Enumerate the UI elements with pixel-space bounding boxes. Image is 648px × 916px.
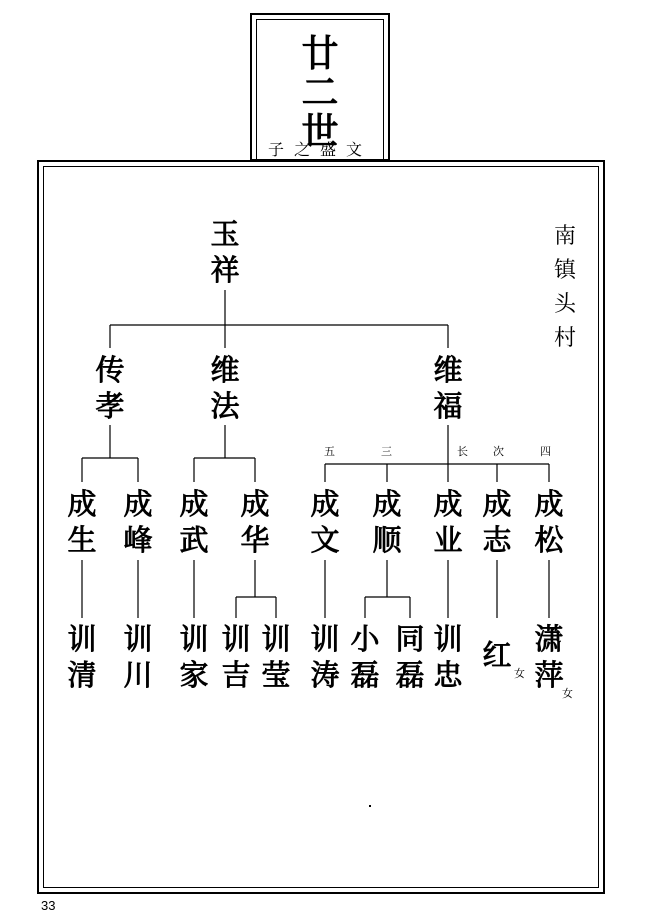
page-number: 33 [41, 898, 56, 913]
stray-dot [369, 805, 371, 807]
birth-order-label: 次 [493, 445, 504, 458]
female-mark: 女 [514, 667, 525, 680]
subtitle-text: 子之盛文 [267, 140, 372, 159]
great-grandson-name: 训 涛 [310, 622, 340, 692]
birth-order-label: 五 [324, 445, 335, 458]
great-grandson-name: 训 莹 [261, 622, 291, 692]
great-grandson-name: 训 忠 [433, 622, 463, 692]
birth-order-label: 四 [540, 445, 551, 458]
generation-title: 廿 二 世 [301, 31, 339, 153]
son-name: 维 福 [433, 353, 463, 423]
grandson-name: 成 顺 [372, 487, 402, 557]
grandson-name: 成 武 [179, 487, 209, 557]
grandson-name: 成 松 [534, 487, 564, 557]
village-name: 南 镇 头 村 [553, 224, 576, 351]
great-grandson-name: 小 磊 [350, 622, 380, 692]
son-name: 传 孝 [95, 353, 125, 423]
root-ancestor-name: 玉 祥 [210, 217, 240, 287]
birth-order-label: 三 [381, 445, 392, 458]
great-grandson-name: 训 川 [123, 622, 153, 692]
grandson-name: 成 文 [310, 487, 340, 557]
great-grandson-name: 训 家 [179, 622, 209, 692]
birth-order-label: 长 [457, 445, 468, 458]
great-grandson-name: 潇 萍 [534, 622, 564, 692]
grandson-name: 成 生 [67, 487, 97, 557]
son-name: 维 法 [210, 353, 240, 423]
great-grandson-name: 同 磊 [395, 622, 425, 692]
grandson-name: 成 峰 [123, 487, 153, 557]
grandson-name: 成 华 [240, 487, 270, 557]
female-mark: 女 [562, 687, 573, 700]
grandson-name: 成 志 [482, 487, 512, 557]
great-grandson-name: 训 清 [67, 622, 97, 692]
great-grandson-name: 红 [482, 638, 512, 672]
great-grandson-name: 训 吉 [221, 622, 251, 692]
grandson-name: 成 业 [433, 487, 463, 557]
